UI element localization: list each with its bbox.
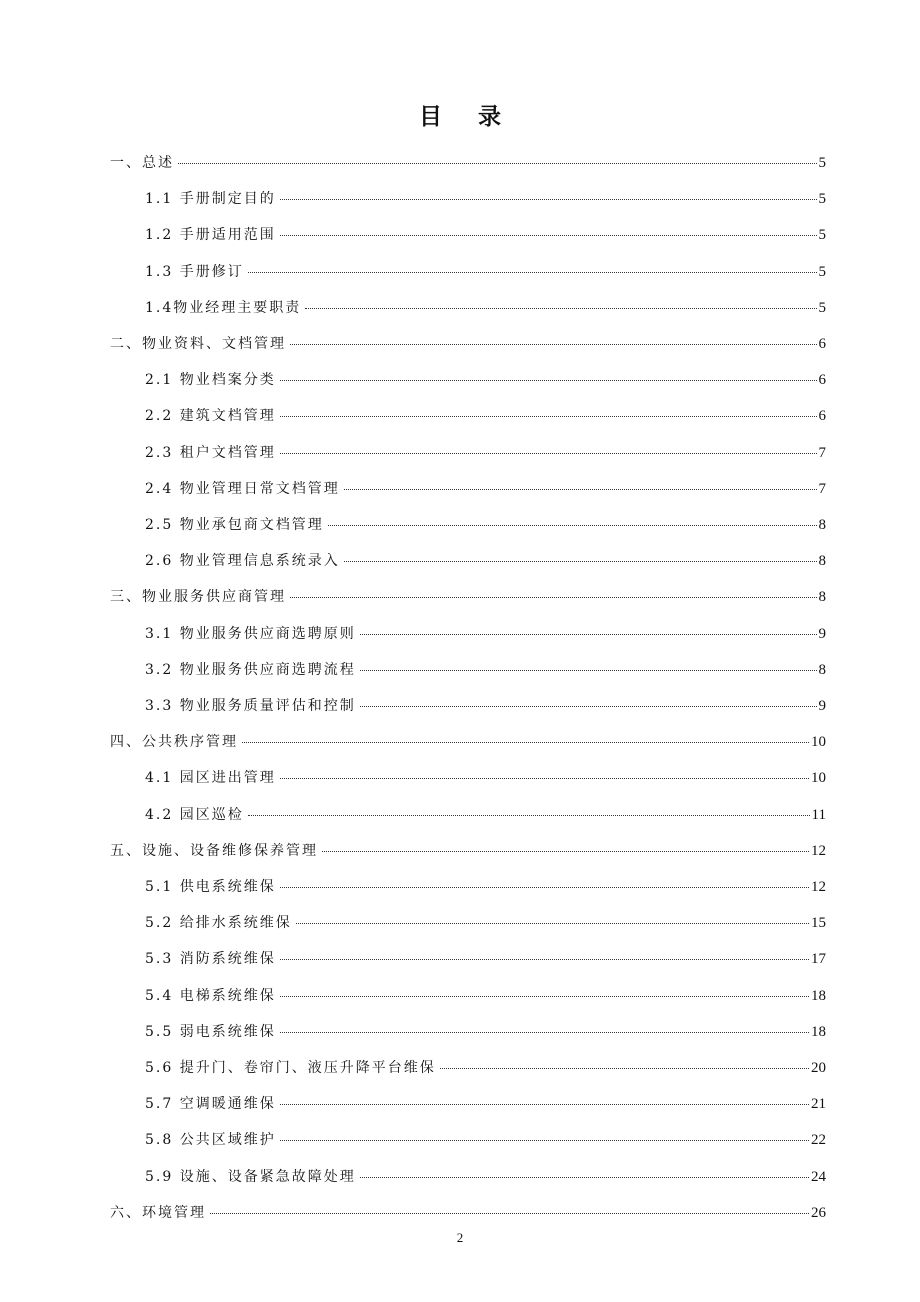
toc-dot-leader: [280, 235, 817, 236]
toc-entry-label: 5.6 提升门、卷帘门、液压升降平台维保: [145, 1060, 436, 1076]
toc-entry[interactable]: [145, 697, 826, 715]
toc-dot-leader: [280, 1140, 809, 1141]
toc-entry-label: 五、设施、设备维修保养管理: [110, 842, 318, 859]
toc-entry[interactable]: [145, 987, 826, 1005]
toc-entry-label: 4.1 园区进出管理: [145, 770, 276, 787]
toc-entry[interactable]: [145, 769, 826, 787]
toc-dot-leader: [290, 597, 817, 598]
toc-dot-leader: [360, 706, 817, 707]
toc-dot-leader: [305, 308, 816, 309]
toc-entry[interactable]: [110, 842, 826, 860]
toc-entry[interactable]: [145, 371, 826, 389]
toc-dot-leader: [248, 272, 817, 273]
toc-entry-label: 2.1 物业档案分类: [145, 372, 276, 389]
toc-entry-page: 18: [811, 1023, 826, 1040]
toc-entry-label: 六、环境管理: [110, 1204, 206, 1221]
toc-entry-label: 1.4物业经理主要职责: [145, 299, 302, 316]
toc-entry[interactable]: [145, 1095, 826, 1113]
toc-entry-label: 四、公共秩序管理: [110, 734, 238, 751]
toc-entry-page: 9: [818, 698, 826, 714]
toc-entry-page: 8: [818, 589, 826, 606]
toc-entry-page: 5: [818, 155, 826, 171]
toc-entry-label: 1.3 手册修订: [145, 263, 244, 280]
toc-entry[interactable]: [145, 552, 826, 570]
toc-dot-leader: [280, 996, 809, 997]
toc-entry-page: 12: [811, 879, 826, 895]
toc-entry-label: 3.2 物业服务供应商选聘流程: [145, 661, 356, 678]
toc-entry-page: 5: [818, 227, 826, 244]
toc-dot-leader: [280, 959, 809, 960]
toc-entry[interactable]: [145, 625, 826, 643]
toc-entry-label: 2.2 建筑文档管理: [145, 408, 276, 425]
toc-entry-page: 20: [811, 1060, 826, 1076]
toc-entry-label: 1.2 手册适用范围: [145, 227, 276, 244]
toc-entry[interactable]: [110, 335, 826, 353]
toc-entry-page: 10: [811, 734, 826, 751]
toc-entry-label: 3.1 物业服务供应商选聘原则: [145, 625, 356, 642]
toc-entry-page: 6: [818, 372, 826, 389]
toc-entry-label: 5.9 设施、设备紧急故障处理: [145, 1168, 356, 1185]
toc-entry-page: 15: [811, 915, 826, 932]
page-number: 2: [456, 1230, 464, 1245]
toc-entry-page: 24: [811, 1168, 826, 1185]
toc-entry[interactable]: [145, 806, 826, 824]
toc-entry-page: 22: [811, 1132, 826, 1149]
toc-entry[interactable]: [110, 154, 826, 172]
toc-entry-label: 5.3 消防系统维保: [145, 951, 276, 968]
toc-dot-leader: [280, 1104, 809, 1105]
toc-entry-page: 17: [811, 951, 826, 968]
toc-entry[interactable]: [145, 299, 826, 317]
toc-entry-label: 5.1 供电系统维保: [145, 879, 276, 895]
toc-entry-label: 3.3 物业服务质量评估和控制: [145, 698, 356, 714]
toc-entry-page: 5: [818, 299, 826, 316]
toc-entry[interactable]: [110, 1204, 826, 1222]
toc-entry-label: 三、物业服务供应商管理: [110, 589, 286, 606]
toc-dot-leader: [296, 923, 809, 924]
toc-dot-leader: [360, 634, 817, 635]
toc-dot-leader: [328, 525, 817, 526]
toc-dot-leader: [280, 199, 817, 200]
toc-dot-leader: [248, 815, 810, 816]
toc-dot-leader: [290, 344, 817, 345]
page-title: 目 录: [418, 103, 515, 130]
toc-entry-page: 6: [818, 408, 826, 425]
toc-entry-page: 10: [811, 770, 826, 787]
toc-entry[interactable]: [145, 1131, 826, 1149]
toc-entry-label: 5.7 空调暖通维保: [145, 1096, 276, 1113]
toc-entry[interactable]: [145, 407, 826, 425]
toc-entry-page: 21: [811, 1096, 826, 1113]
toc-entry-page: 11: [811, 806, 826, 823]
toc-dot-leader: [178, 163, 817, 164]
toc-entry-page: 5: [818, 191, 826, 208]
toc-entry-page: 5: [818, 263, 826, 280]
toc-entry-page: 7: [818, 480, 826, 497]
toc-entry-page: 7: [818, 444, 826, 461]
toc-dot-leader: [322, 851, 809, 852]
toc-entry-label: 2.4 物业管理日常文档管理: [145, 480, 340, 497]
toc-dot-leader: [440, 1068, 809, 1069]
toc-dot-leader: [242, 742, 809, 743]
toc-dot-leader: [280, 1032, 809, 1033]
toc-entry-page: 18: [811, 987, 826, 1004]
toc-dot-leader: [280, 778, 809, 779]
toc-entry-label: 一、总述: [110, 155, 174, 171]
toc-entry[interactable]: [145, 263, 826, 281]
toc-entry[interactable]: [110, 733, 826, 751]
toc-entry-page: 9: [818, 625, 826, 642]
toc-entry-label: 2.6 物业管理信息系统录入: [145, 553, 340, 570]
toc-entry[interactable]: [145, 226, 826, 244]
toc-dot-leader: [344, 561, 817, 562]
toc-entry[interactable]: [145, 516, 826, 534]
toc-entry-label: 2.3 租户文档管理: [145, 444, 276, 461]
toc-dot-leader: [344, 489, 817, 490]
toc-entry-page: 8: [818, 661, 826, 678]
toc-entry-page: 8: [818, 553, 826, 570]
toc-dot-leader: [280, 380, 817, 381]
toc-entry-page: 12: [811, 842, 826, 859]
toc-dot-leader: [360, 1177, 809, 1178]
toc-entry-page: 6: [818, 336, 826, 352]
toc-entry-label: 5.5 弱电系统维保: [145, 1023, 276, 1040]
toc-entry-label: 5.2 给排水系统维保: [145, 915, 292, 932]
toc-entry[interactable]: [145, 480, 826, 498]
toc-entry[interactable]: [145, 661, 826, 679]
toc-entry-page: 8: [818, 517, 826, 533]
toc-entry-label: 1.1 手册制定目的: [145, 191, 276, 208]
toc-entry[interactable]: [145, 444, 826, 462]
toc-entry-label: 5.8 公共区域维护: [145, 1132, 276, 1149]
toc-dot-leader: [280, 416, 817, 417]
toc-entry[interactable]: [145, 914, 826, 932]
toc-entry[interactable]: [145, 950, 826, 968]
toc-entry[interactable]: [145, 190, 826, 208]
toc-dot-leader: [360, 670, 817, 671]
toc-entry[interactable]: [145, 878, 826, 896]
toc-entry[interactable]: [145, 1168, 826, 1186]
toc-entry-label: 2.5 物业承包商文档管理: [145, 517, 324, 533]
toc-dot-leader: [280, 453, 817, 454]
toc-entry[interactable]: [110, 588, 826, 606]
toc-entry-label: 4.2 园区巡检: [145, 806, 244, 823]
toc-entry-page: 26: [811, 1204, 826, 1221]
toc-dot-leader: [280, 887, 809, 888]
toc-dot-leader: [210, 1213, 809, 1214]
toc-entry-label: 二、物业资料、文档管理: [110, 336, 286, 352]
toc-entry-label: 5.4 电梯系统维保: [145, 987, 276, 1004]
toc-entry[interactable]: [145, 1059, 826, 1077]
toc-entry[interactable]: [145, 1023, 826, 1041]
